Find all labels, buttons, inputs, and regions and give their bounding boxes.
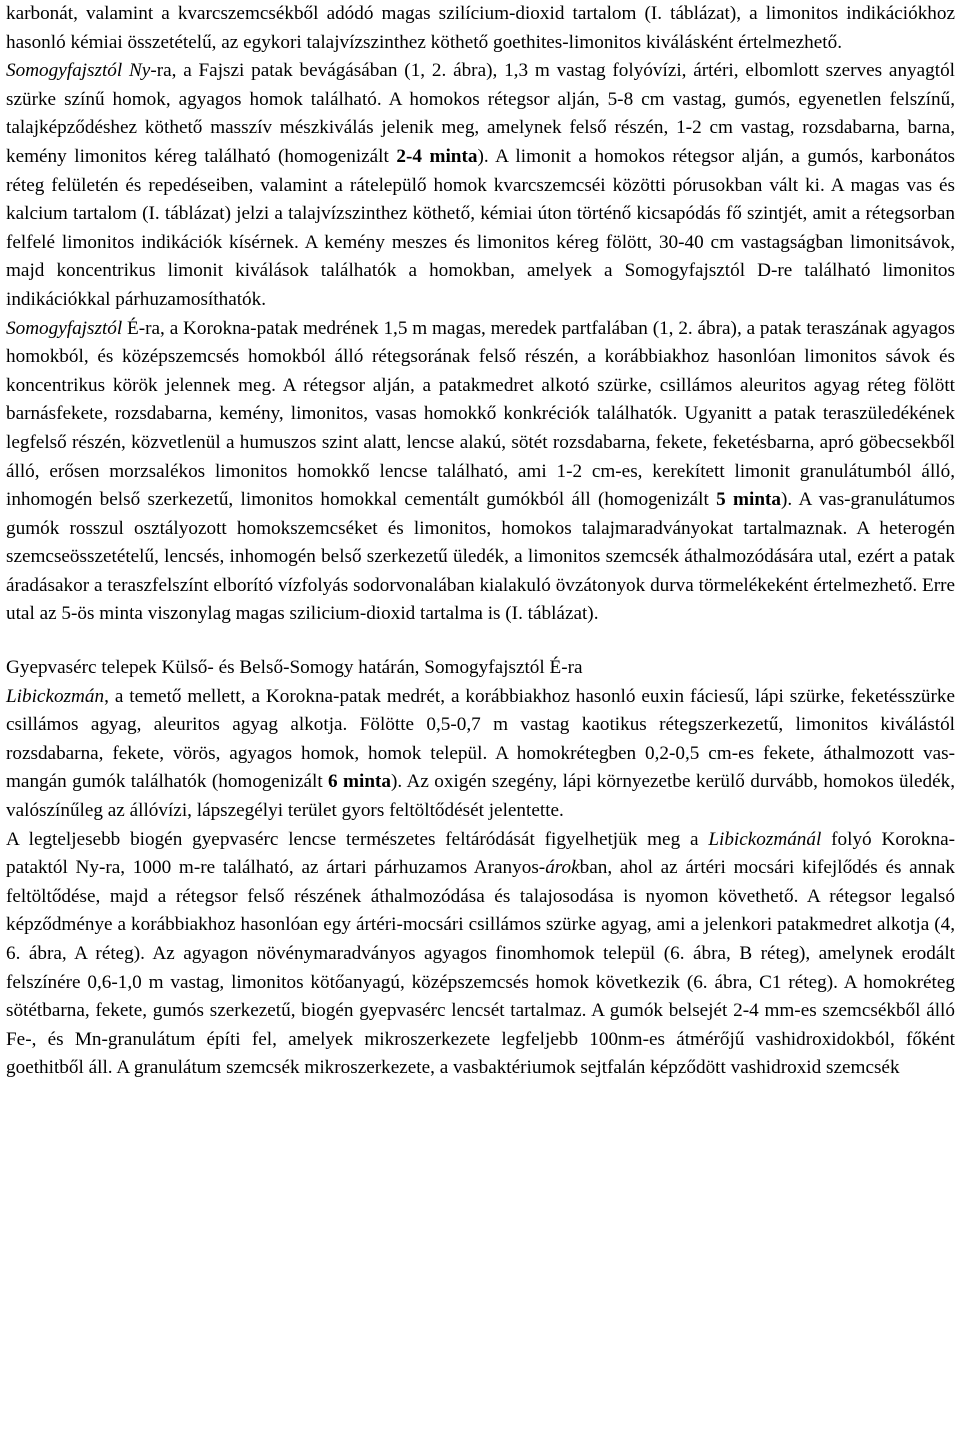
sample-label: 6 minta (328, 771, 391, 793)
paragraph-5 (6, 826, 955, 1083)
place-name: Somogyfajsztól (6, 317, 123, 339)
place-name: árok (545, 857, 580, 879)
paragraph-4 (6, 683, 955, 826)
sample-label: 5 minta (716, 489, 782, 511)
text-run: É-ra, a Korokna-patak medrének 1,5 m magas, meredek partfalában (1, 2. ábra), a patak teraszának agyagos homokból, és középszemcsés homokból álló rétegsorának felső részén, a korábbiakhoz hasonlóan limonitos sávok és koncentrikus körök jelennek meg. A rétegsor alján, a patakmedret alkotó szürke, csillámos aleuritos agyag réteg fölött barnásfekete, rozsdabarna, kemény, limonitos, vasas homokkő konkréciók találhatók. Ugyanitt a patak teraszüledékének legfelső részén, közvetlenül a humuszos szint alatt, lencse alakú, sötét rozsdabarna, fekete, feketésbarna, apró göbecsekből álló, erősen morzsalékos limonitos homokkő lencse található, ami 1-2 cm-es, kerekített limonit granulátumból álló, inhomogén belső szerkezetű, limonitos homokkal cementált gumókból áll (homogenizált (6, 317, 955, 511)
text-run: ban, ahol az ártéri mocsári kifejlődés és annak feltöltődése, majd a rétegsor felső részének áthalmozódása és talajosodása is nyomon követhető. A rétegsor legalsó képződménye a korábbiakhoz hasonlóan egy ártéri-mocsári csillámos szürke agyag, ami a jelenkori patakmedret alkotja (4, 6. ábra, A réteg). Az agyagon növénymaradványos agyagos finomhomok települ (6. ábra, B réteg), amelynek erodált felszínére 0,6-1,0 m vastag, limonitos kötőanyagú, középszemcsés homok következik (6. ábra, C1 réteg). A homokréteg sötétbarna, fekete, gumós szerkezetű, biogén gyepvasérc lencsét tartalmaz. A gumók belsejét 2-4 mm-es szemcsékből álló Fe-, és Mn-granulátum építi fel, amelyek mikroszerkezete legfeljebb 100nm-es átmérőjű vashidroxidokból, főként goethitből áll. A granulátum szemcsék mikroszerkezete, a vasbaktériumok sejtfalán képződött vashidroxid szemcsék (6, 857, 955, 1079)
text-run: A legteljesebb biogén gyepvasérc lencse természetes feltáródását figyelhetjük meg a (6, 828, 709, 850)
text-run: -ra, a Fajszi patak bevágásában (1, 2. ábra), 1,3 m vastag folyóvízi, ártéri, elbomlott szerves anyagtól szürke színű homok, agyagos homok található. A homokos rétegsor alján, 5-8 cm vastag, gumós, egyenetlen felszínű, talajképződéshez köthető masszív mészkiválás jelenik meg, amelynek felső részén, 1-2 cm vastag, rozsdabarna, barna, kemény limonitos kéreg található (homogenizált (6, 60, 955, 167)
text-run: , a temető mellett, a Korokna-patak medrét, a korábbiakhoz hasonló euxin fáciesű, lápi szürke, feketésszürke csillámos agyag, aleuritos agyag alkotja. Fölötte 0,5-0,7 m vastag kaotikus rétegszerkezetű, limonitos kiválástól rozsdabarna, fekete, vörös, agyagos homok, homok települ. A homokrétegben 0,2-0,5 cm-es fekete, áthalmozott vas-mangán gumók találhatók (homogenizált (6, 685, 955, 793)
text-run: karbonát, valamint a kvarcszemcsékből adódó magas szilícium-dioxid tartalom (I. táblázat), a limonitos indikációkhoz hasonló kémiai összetételű, az egykori talajvízszinthez köthető goethites-limonitos kiválásként értelmezhető. (6, 3, 955, 53)
text-run: ). A vas-granulátumos gumók rosszul osztályozott homokszemcséket és limonitos, homokos talajmaradványokat tartalmaznak. A heterogén szemcseösszetételű, lencsés, inhomogén belső szerkezetű üledék, a limonitos szemcsék áthalmozódására utal, ezért a patak áradásakor a teraszfelszínt elborító vízfolyás sodorvonalában kialakuló övzátonyok durva törmelékeként értelmezhető. Erre utal az 5-ös minta viszonylag magas szilicium-dioxid tartalma is (I. táblázat). (6, 489, 955, 625)
section-heading: Gyepvasérc telepek Külső- és Belső-Somogy határán, Somogyfajsztól É-ra (6, 657, 583, 679)
text-run: folyó Korokna-pataktól Ny-ra, 1000 m-re található, az ártari párhuzamos Aranyos- (6, 828, 955, 879)
place-name: Libickozmán (6, 685, 105, 707)
text-run: ). Az oxigén szegény, lápi környezetbe kerülő durvább, homokos üledék, valószínűleg az állóvízi, lápszegélyi terület gyors feltöltődését jelentette. (6, 771, 956, 822)
paragraph-1 (6, 0, 955, 57)
place-name: Somogyfajsztól Ny (6, 60, 151, 82)
paragraph-3 (6, 315, 955, 630)
sample-label: 2-4 minta (396, 145, 478, 167)
paragraph-2 (6, 57, 955, 314)
place-name: Libickozmánál (708, 828, 822, 850)
text-run: ). A limonit a homokos rétegsor alján, a gumós, karbonátos réteg felületén és repedéseiben, valamint a rátelepülő homok kvarcszemcséi közötti pórusokban vált ki. A magas vas és kalcium tartalom (I. táblázat) jelzi a talajvízszinthez köthető, kémiai úton történő kicsapódás fő szintjét, amit a rétegsorban felfelé limonitos indikációk kísérnek. A kemény meszes és limonitos kéreg fölött, 30-40 cm vastagságban limonitsávok, majd koncentrikus limonit kiválások találhatók a homokban, amelyek a Somogyfajsztól D-re található limonitos indikációkkal párhuzamosíthatók. (6, 145, 956, 310)
